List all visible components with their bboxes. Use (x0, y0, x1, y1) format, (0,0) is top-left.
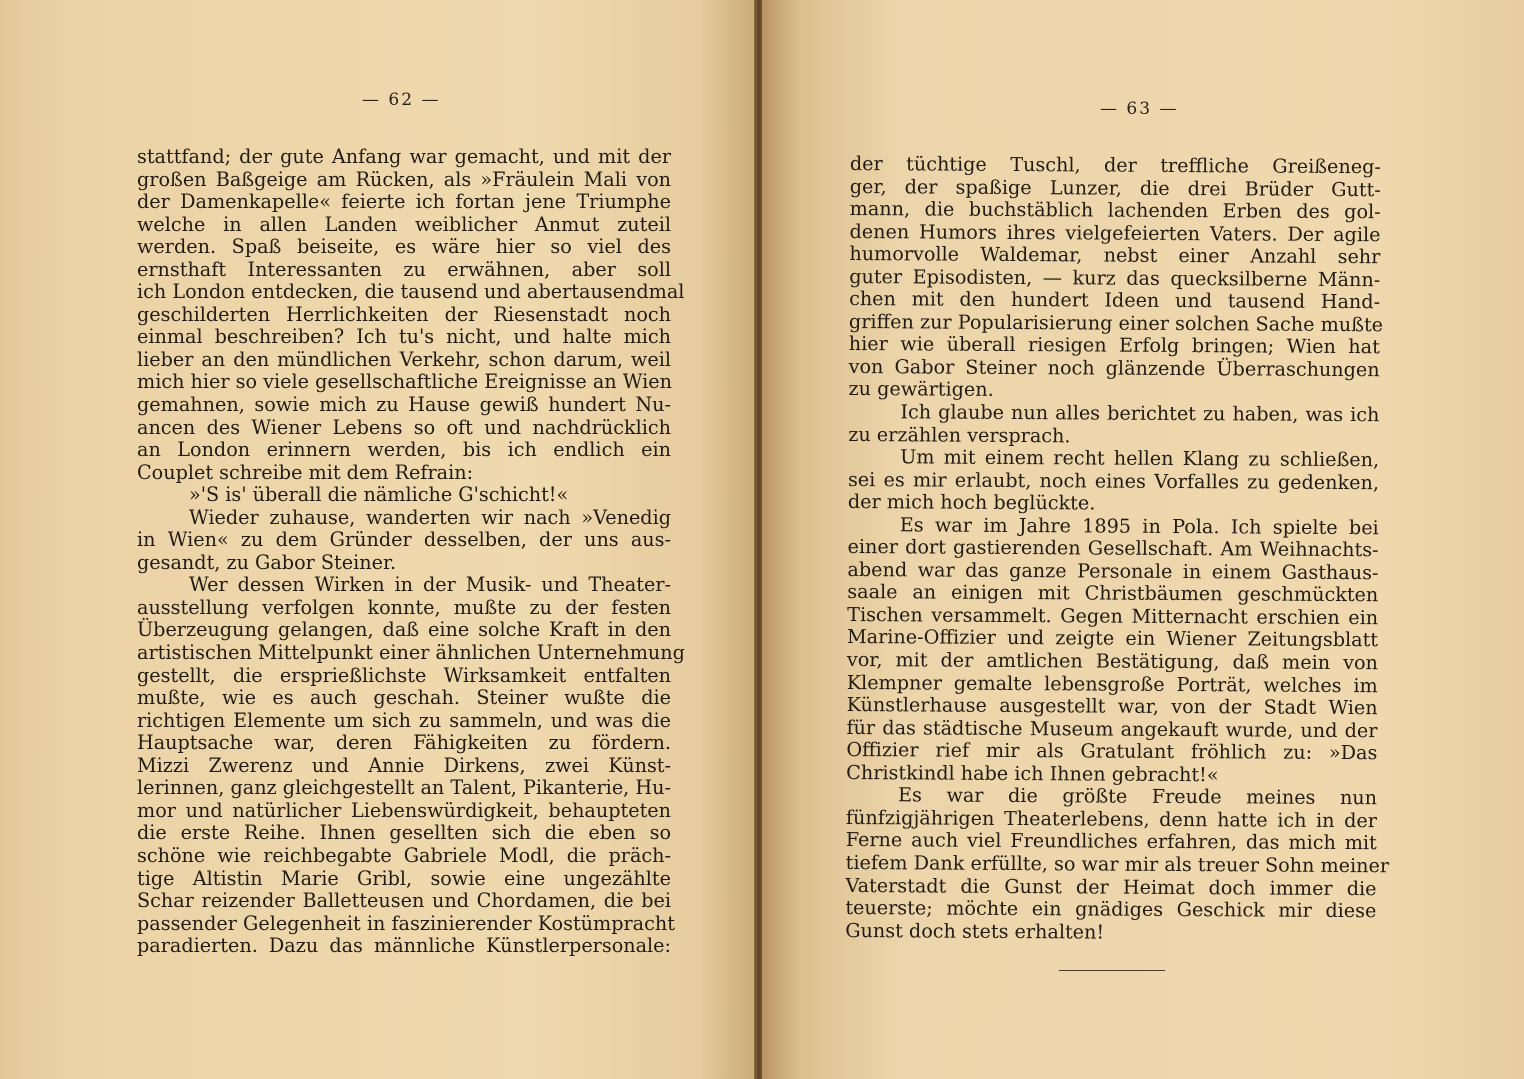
text-line: ich London entdecken, die tausend und abertausendmal (137, 280, 685, 304)
text-line: lieber an den mündlichen Verkehr, schon darum, weil (137, 347, 671, 371)
text-line: Künstlerhause ausgestellt war, von der Stadt Wien (846, 693, 1378, 720)
text-line: ancen des Wiener Lebens so oft und nachdrücklich (137, 415, 671, 439)
text-line: welche in allen Landen weiblicher Anmut zuteil (137, 212, 671, 236)
text-line: tiefem Dank erfüllte, so war mir als treuer Sohn meiner (845, 850, 1390, 878)
text-line: guter Episodisten, — kurz das quecksilberne Männ- (849, 264, 1381, 291)
text-line: für das städtische Museum angekauft wurde, und der (846, 715, 1378, 742)
text-line: mußte, wie es auch geschah. Steiner wußte die (137, 686, 671, 710)
text-line: denen Humors ihres vielgefeierten Vaters. Der agile (849, 219, 1381, 246)
text-line: Schar reizender Balletteusen und Chordamen, die bei (137, 889, 671, 913)
text-line: von Gabor Steiner noch glänzende Überraschungen (848, 354, 1380, 382)
text-line: Um mit einem recht hellen Klang zu schließen, (900, 445, 1380, 472)
text-line: Es war im Jahre 1895 in Pola. Ich spielte bei (899, 513, 1379, 539)
text-line: Wieder zuhause, wanderten wir nach »Venedig (189, 505, 671, 529)
text-line: hier wie überall riesigen Erfolg bringen; Wien hat (848, 332, 1380, 359)
text-line: gemahnen, sowie mich zu Hause gewiß hundert Nu- (137, 393, 671, 417)
right-page (762, 0, 1524, 1079)
text-line: Tischen versammelt. Gegen Mitternacht erschien ein (847, 602, 1379, 630)
text-line: chen mit den hundert Ideen und tausend Hand- (849, 287, 1381, 314)
text-line: passender Gelegenheit in faszinierender Kostümpracht (137, 911, 675, 935)
text-line: zu gewärtigen. (848, 377, 994, 402)
text-line: Überzeugung gelangen, daß eine solche Kraft in den (137, 618, 671, 642)
text-line: an London erinnern werden, bis ich endlich ein (137, 438, 671, 462)
text-line: stattfand; der gute Anfang war gemacht, und mit der (137, 145, 671, 168)
text-line: vor, mit der amtlichen Bestätigung, daß mein von (846, 648, 1378, 675)
text-line: Marine-Offizier und zeigte ein Wiener Zeitungsblatt (846, 625, 1379, 652)
text-line: richtigen Elemente um sich zu sammeln, und was die (137, 708, 671, 732)
text-line: einer dort gastierenden Gesellschaft. Am Weihnachts- (847, 535, 1379, 562)
text-line: zu erzählen versprach. (848, 422, 1071, 447)
page-number-left: — 62 — (362, 90, 441, 110)
text-line: abend war das ganze Personale in einem Gasthaus- (847, 557, 1379, 585)
text-line: sei es mir erlaubt, noch eines Vorfalles zu gedenken, (847, 467, 1380, 494)
text-line: die erste Reihe. Ihnen gesellten sich die eben so (137, 821, 671, 845)
text-line: der tüchtige Tuschl, der treffliche Greißeneg- (849, 152, 1381, 179)
text-line: Hauptsache war, deren Fähigkeiten zu fördern. (137, 731, 671, 755)
page-number-right: — 63 — (1100, 99, 1179, 119)
text-line: griffen zur Popularisierung einer solchen Sache mußte (848, 309, 1384, 337)
text-line: der mich hoch beglückte. (847, 490, 1096, 515)
text-line: Couplet schreibe mit dem Refrain: (137, 460, 474, 484)
text-line: geschilderten Herrlichkeiten der Riesenstadt noch (137, 302, 671, 326)
end-rule (1059, 970, 1165, 971)
text-line: Mizzi Zwerenz und Annie Dirkens, zwei Künst- (137, 753, 671, 777)
text-line: tige Altistin Marie Gribl, sowie eine ungezählte (137, 866, 671, 890)
text-line: Christkindl habe ich Ihnen gebracht!« (846, 760, 1219, 787)
text-line: humorvolle Waldemar, nebst einer Anzahl sehr (849, 242, 1381, 269)
text-line: gestellt, die ersprießlichste Wirksamkeit entfalten (137, 663, 671, 687)
text-line: teuerste; möchte ein gnädiges Geschick mir diese (845, 896, 1377, 923)
right-page-text (845, 152, 1390, 945)
left-page-text (137, 145, 685, 958)
left-page (0, 0, 760, 1079)
text-line: in Wien« zu dem Gründer desselben, der uns aus- (137, 528, 671, 552)
text-line: der Damenkapelle« feierte ich fortan jene Triumphe (137, 190, 671, 214)
text-line: Klempner gemalte lebensgroße Porträt, welches im (846, 670, 1378, 697)
text-line: einmal beschreiben? Ich tu's nicht, und halte mich (137, 325, 671, 349)
text-line: gesandt, zu Gabor Steiner. (137, 550, 397, 574)
text-line: Gunst doch stets erhalten! (845, 918, 1105, 944)
text-line: lerinnen, ganz gleichgestellt an Talent, Pikanterie, Hu- (137, 776, 671, 800)
text-line: Offizier rief mir als Gratulant fröhlich zu: »Das (846, 738, 1378, 765)
text-line: schöne wie reichbegabte Gabriele Modl, die präch- (137, 843, 671, 867)
text-line: artistischen Mittelpunkt einer ähnlichen Unternehmung (137, 641, 685, 665)
text-line: »'S is' überall die nämliche G'schicht!« (189, 483, 569, 507)
text-line: Es war die größte Freude meines nun (898, 783, 1378, 810)
text-line: Wer dessen Wirken in der Musik- und Theater- (189, 573, 671, 597)
text-line: mor und natürlicher Liebenswürdigkeit, behaupteten (137, 798, 671, 822)
text-line: Vaterstadt die Gunst der Heimat doch immer die (845, 873, 1377, 900)
text-line: mann, die buchstäblich lachenden Erben des gol- (849, 197, 1381, 224)
text-line: saale an einigen mit Christbäumen geschmückten (847, 580, 1379, 607)
text-line: ausstellung verfolgen konnte, mußte zu der festen (137, 595, 671, 619)
text-line: fünfzigjährigen Theaterlebens, denn hatte ich in der (845, 805, 1378, 833)
text-line: werden. Spaß beiseite, es wäre hier so viel des (137, 235, 671, 259)
text-line: paradierten. Dazu das männliche Künstlerpersonale: (137, 934, 671, 958)
text-line: Ich glaube nun alles berichtet zu haben, was ich (900, 400, 1380, 427)
text-line: ernsthaft Interessanten zu erwähnen, aber soll (137, 257, 671, 281)
text-line: Ferne auch viel Freundliches erfahren, das mich mit (845, 828, 1377, 855)
text-line: mich hier so viele gesellschaftliche Ereignisse an Wien (137, 370, 672, 394)
text-line: ger, der spaßige Lunzer, die drei Brüder Gutt- (849, 174, 1381, 201)
text-line: großen Baßgeige am Rücken, als »Fräulein Mali von (137, 167, 671, 191)
